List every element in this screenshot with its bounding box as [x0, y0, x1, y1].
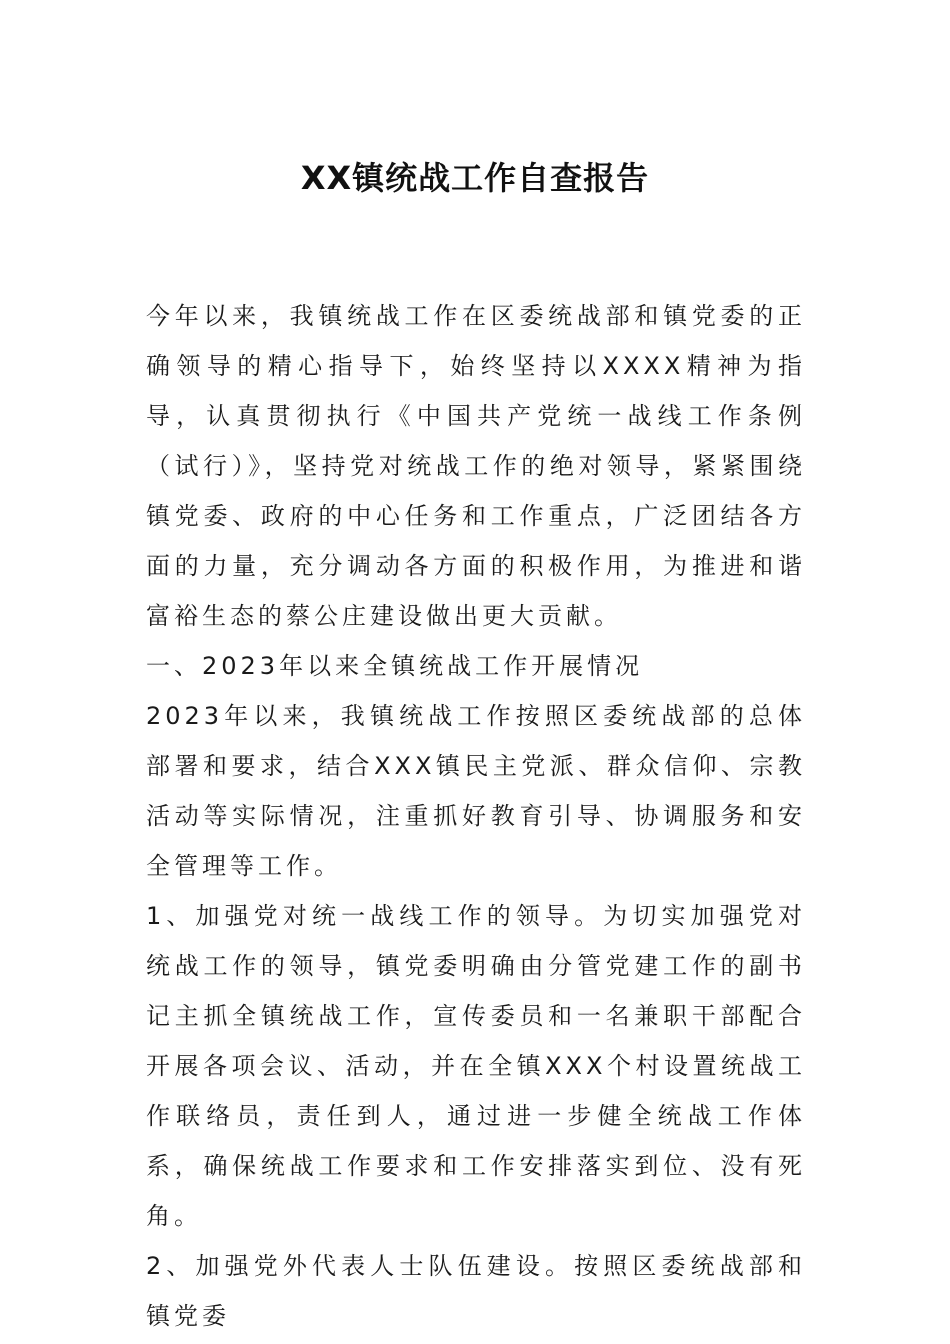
paragraph-intro: 今年以来，我镇统战工作在区委统战部和镇党委的正确领导的精心指导下，始终坚持以XXXX精神为指导，认真贯彻执行《中国共产党统一战线工作条例（试行）》，坚持党对统战工作的绝对领导，紧紧围绕镇党委、政府的中心任务和工作重点，广泛团结各方面的力量，充分调动各方面的积极作用，为推进和谐富裕生态的蔡公庄建设做出更大贡献。: [146, 302, 806, 630]
paragraph-item-2: 2、加强党外代表人士队伍建设。按照区委统战部和镇党委: [146, 1252, 806, 1330]
document-title: XX镇统战工作自查报告: [300, 159, 650, 197]
document-body: [146, 291, 806, 1341]
paragraph-overview: 2023年以来，我镇统战工作按照区委统战部的总体部署和要求，结合XXX镇民主党派、群众信仰、宗教活动等实际情况，注重抓好教育引导、协调服务和安全管理等工作。: [146, 702, 806, 880]
section-heading-1: 一、2023年以来全镇统战工作开展情况: [146, 652, 644, 680]
paragraph-item-1: 1、加强党对统一战线工作的领导。为切实加强党对统战工作的领导，镇党委明确由分管党建工作的副书记主抓全镇统战工作，宣传委员和一名兼职干部配合开展各项会议、活动，并在全镇XXX个村设置统战工作联络员，责任到人，通过进一步健全统战工作体系，确保统战工作要求和工作安排落实到位、没有死角。: [146, 902, 806, 1230]
